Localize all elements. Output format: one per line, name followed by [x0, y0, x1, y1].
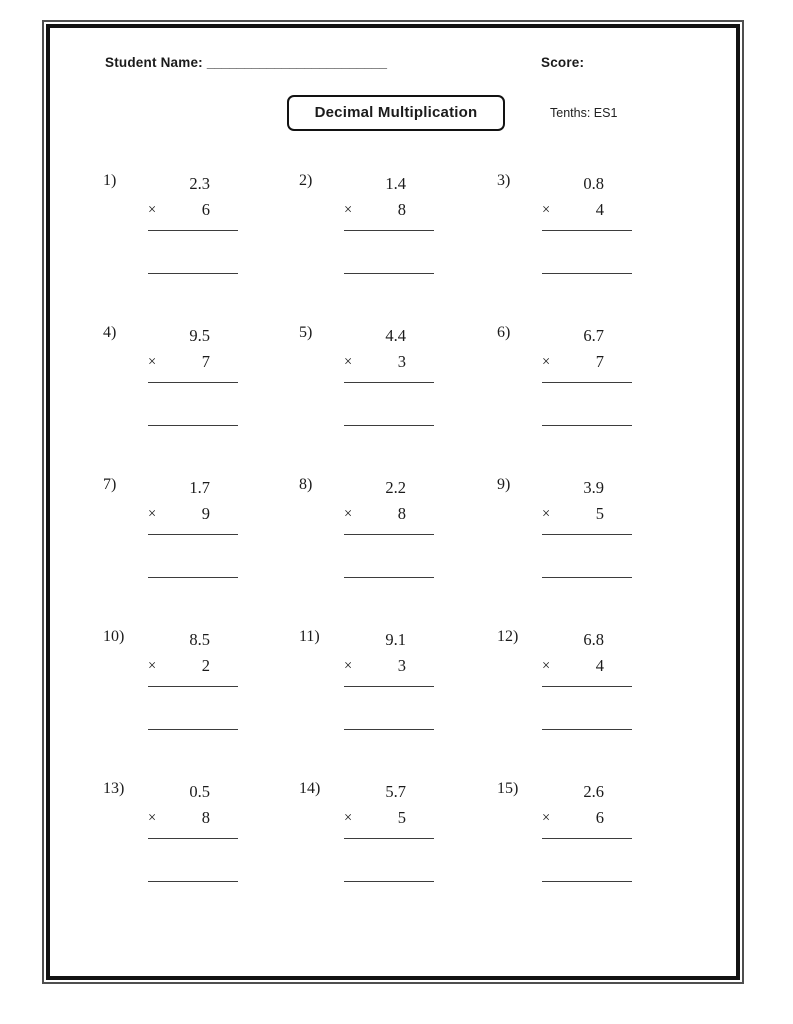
- problem-number: 13): [103, 780, 125, 797]
- multiplier: 8: [397, 504, 406, 523]
- problem-10: [103, 626, 299, 778]
- answer-line: [542, 273, 632, 274]
- operand: 0.8: [583, 174, 604, 193]
- operand: 8.5: [189, 630, 210, 649]
- multiplier: 5: [397, 808, 406, 827]
- problem-number: 8): [299, 476, 313, 493]
- multiply-icon: ×: [148, 506, 157, 522]
- problem-number: 10): [103, 628, 125, 645]
- multiply-icon: ×: [344, 810, 353, 826]
- problem-14: [299, 778, 497, 930]
- multiplier: 5: [595, 504, 604, 523]
- problem-3: [497, 170, 693, 322]
- problem-2: [299, 170, 497, 322]
- problem-number: 7): [103, 476, 117, 493]
- multiplier-row: [148, 805, 238, 831]
- answer-line: [344, 425, 434, 426]
- answer-space: [148, 383, 238, 425]
- problem-number: 1): [103, 172, 117, 189]
- multiplier: 8: [201, 808, 210, 827]
- problem-work-area: [542, 626, 632, 730]
- multiplier: 7: [595, 352, 604, 371]
- problem-number: 2): [299, 172, 313, 189]
- problem-1: [103, 170, 299, 322]
- answer-line: [148, 729, 238, 730]
- problem-8: [299, 474, 497, 626]
- operand: 3.9: [583, 478, 604, 497]
- problem-9: [497, 474, 693, 626]
- problem-work-area: [344, 170, 434, 274]
- operand: 6.7: [583, 326, 604, 345]
- multiplier: 2: [201, 656, 210, 675]
- problem-number: 3): [497, 172, 511, 189]
- problem-11: [299, 626, 497, 778]
- problem-5: [299, 322, 497, 474]
- operand: 9.1: [385, 630, 406, 649]
- operand: 4.4: [385, 326, 406, 345]
- multiplier-row: [344, 197, 434, 223]
- multiply-icon: ×: [148, 810, 157, 826]
- problem-7: [103, 474, 299, 626]
- operand: 2.2: [385, 478, 406, 497]
- score-label: Score:: [541, 55, 585, 70]
- operand: 9.5: [189, 326, 210, 345]
- multiplier-row: [344, 653, 434, 679]
- multiplier-row: [542, 653, 632, 679]
- multiply-icon: ×: [148, 202, 157, 218]
- answer-space: [542, 231, 632, 273]
- multiplier-row: [344, 501, 434, 527]
- problem-number: 5): [299, 324, 313, 341]
- multiplier-row: [148, 653, 238, 679]
- multiplier-row: [148, 349, 238, 375]
- problem-number: 9): [497, 476, 511, 493]
- answer-space: [148, 535, 238, 577]
- answer-space: [344, 231, 434, 273]
- operand: 5.7: [385, 782, 406, 801]
- multiplier-row: [344, 805, 434, 831]
- answer-line: [344, 729, 434, 730]
- multiply-icon: ×: [148, 658, 157, 674]
- worksheet-title: Decimal Multiplication: [287, 95, 505, 131]
- multiplier-row: [542, 805, 632, 831]
- multiply-icon: ×: [542, 810, 551, 826]
- problem-work-area: [344, 626, 434, 730]
- answer-line: [542, 577, 632, 578]
- problem-4: [103, 322, 299, 474]
- problem-number: 14): [299, 780, 321, 797]
- problem-number: 4): [103, 324, 117, 341]
- multiplier-row: [148, 501, 238, 527]
- answer-line: [542, 425, 632, 426]
- problem-work-area: [344, 778, 434, 882]
- answer-space: [148, 231, 238, 273]
- answer-space: [542, 687, 632, 729]
- answer-space: [344, 535, 434, 577]
- answer-line: [148, 425, 238, 426]
- problem-6: [497, 322, 693, 474]
- multiplier: 7: [201, 352, 210, 371]
- multiplier: 8: [397, 200, 406, 219]
- problem-work-area: [148, 322, 238, 426]
- answer-line: [148, 881, 238, 882]
- problem-work-area: [344, 474, 434, 578]
- problems-grid: [103, 170, 693, 930]
- multiplier-row: [542, 197, 632, 223]
- answer-space: [344, 839, 434, 881]
- answer-line: [344, 577, 434, 578]
- multiply-icon: ×: [542, 658, 551, 674]
- operand: 0.5: [189, 782, 210, 801]
- answer-space: [344, 383, 434, 425]
- problem-work-area: [148, 626, 238, 730]
- multiplier-row: [344, 349, 434, 375]
- answer-space: [148, 839, 238, 881]
- student-name-row: [105, 55, 387, 70]
- problem-work-area: [542, 474, 632, 578]
- multiply-icon: ×: [542, 506, 551, 522]
- problem-work-area: [542, 778, 632, 882]
- operand: 1.4: [385, 174, 406, 193]
- multiplier: 4: [595, 656, 604, 675]
- multiplier: 6: [201, 200, 210, 219]
- worksheet-level-tag: Tenths: ES1: [550, 106, 618, 120]
- multiplier: 9: [201, 504, 210, 523]
- problem-12: [497, 626, 693, 778]
- multiply-icon: ×: [542, 202, 551, 218]
- multiply-icon: ×: [344, 506, 353, 522]
- problem-number: 11): [299, 628, 320, 645]
- answer-line: [542, 881, 632, 882]
- problem-15: [497, 778, 693, 930]
- answer-line: [542, 729, 632, 730]
- problem-work-area: [148, 170, 238, 274]
- problem-number: 15): [497, 780, 519, 797]
- multiply-icon: ×: [344, 202, 353, 218]
- answer-line: [148, 577, 238, 578]
- multiplier: 3: [397, 656, 406, 675]
- multiply-icon: ×: [148, 354, 157, 370]
- answer-line: [344, 881, 434, 882]
- multiplier-row: [542, 501, 632, 527]
- student-name-label: Student Name:: [105, 55, 203, 70]
- answer-line: [148, 273, 238, 274]
- multiplier: 4: [595, 200, 604, 219]
- multiply-icon: ×: [344, 658, 353, 674]
- multiplier-row: [542, 349, 632, 375]
- problem-number: 12): [497, 628, 519, 645]
- problem-work-area: [148, 474, 238, 578]
- multiply-icon: ×: [344, 354, 353, 370]
- operand: 2.3: [189, 174, 210, 193]
- operand: 6.8: [583, 630, 604, 649]
- operand: 1.7: [189, 478, 210, 497]
- operand: 2.6: [583, 782, 604, 801]
- answer-space: [542, 535, 632, 577]
- student-name-blank: ________________________: [206, 55, 388, 70]
- answer-space: [542, 383, 632, 425]
- problem-work-area: [148, 778, 238, 882]
- problem-work-area: [542, 322, 632, 426]
- answer-space: [344, 687, 434, 729]
- multiplier-row: [148, 197, 238, 223]
- answer-space: [542, 839, 632, 881]
- answer-line: [344, 273, 434, 274]
- answer-space: [148, 687, 238, 729]
- problem-work-area: [344, 322, 434, 426]
- problem-work-area: [542, 170, 632, 274]
- worksheet-page: [46, 24, 740, 980]
- multiplier: 6: [595, 808, 604, 827]
- problem-number: 6): [497, 324, 511, 341]
- multiplier: 3: [397, 352, 406, 371]
- multiply-icon: ×: [542, 354, 551, 370]
- problem-13: [103, 778, 299, 930]
